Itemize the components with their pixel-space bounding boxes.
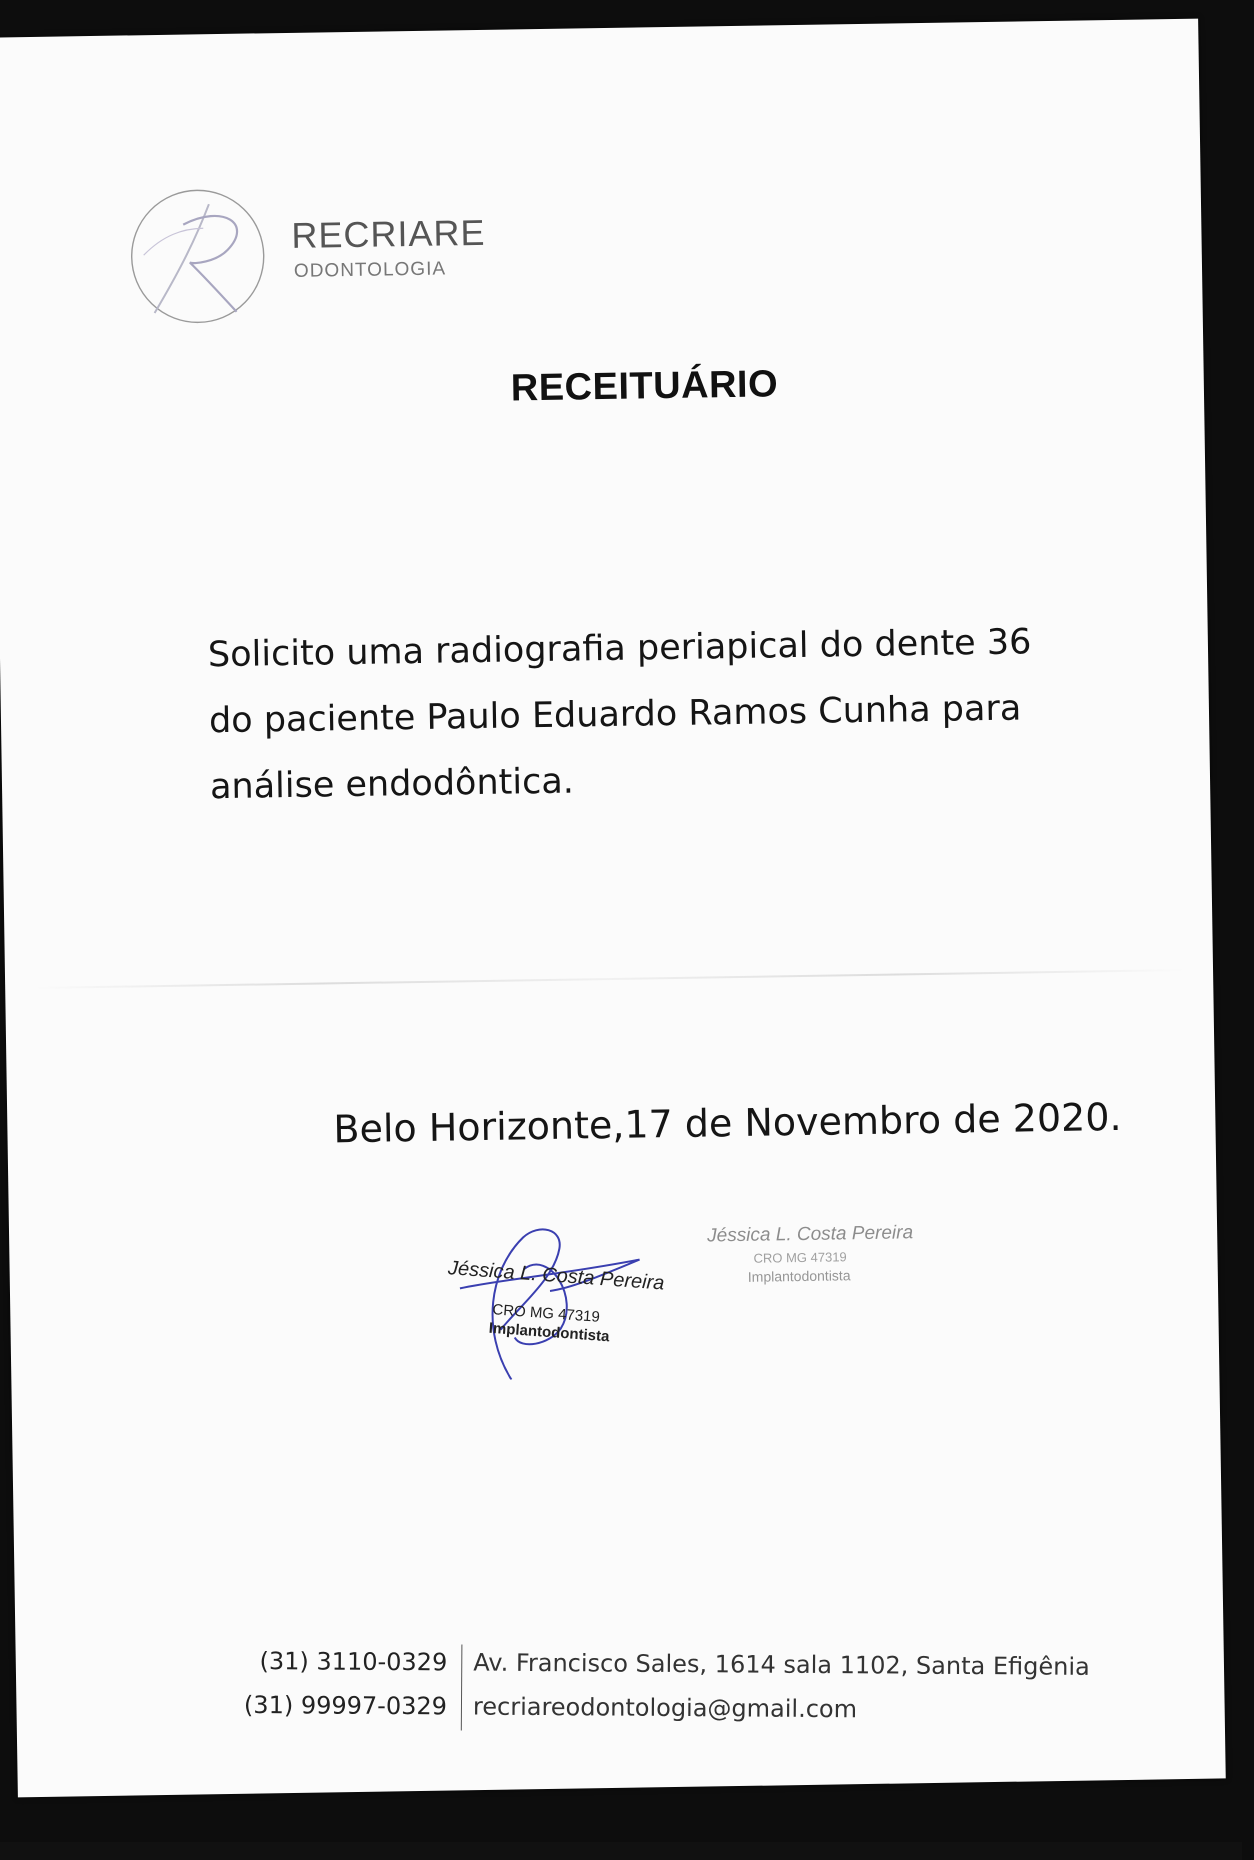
prescription-body <box>207 608 1110 820</box>
faded-stamp-role: Implantodontista <box>747 1267 851 1285</box>
email: recriareodontologia@gmail.com <box>472 1692 858 1724</box>
fold-line <box>35 969 1185 989</box>
signature-cro: CRO MG 47319 <box>491 1301 601 1326</box>
brand-name: RECRIARE <box>291 211 486 256</box>
phone-1: (31) 3110-0329 <box>259 1647 448 1677</box>
faded-stamp-cro: CRO MG 47319 <box>753 1249 847 1266</box>
phone-list <box>237 1639 448 1728</box>
prescription-sheet <box>0 19 1226 1798</box>
phone-2: (31) 99997-0329 <box>243 1690 448 1721</box>
signature-role: Implantodontista <box>488 1319 610 1346</box>
clinic-logo <box>123 179 545 336</box>
contact-details <box>473 1641 1090 1733</box>
footer-divider <box>461 1644 463 1730</box>
signature-name: Jéssica L. Costa Pereira <box>447 1257 666 1295</box>
logo-emblem-icon <box>123 183 285 335</box>
body-line-3: análise endodôntica. <box>209 761 575 808</box>
document-title: RECEITUÁRIO <box>510 363 779 410</box>
faded-stamp <box>699 1218 940 1302</box>
address: Av. Francisco Sales, 1614 sala 1102, Santa Efigênia <box>473 1648 1090 1681</box>
footer-contact <box>237 1639 1158 1745</box>
body-line-1: Solicito uma radiografia periapical do dente 36 <box>207 622 1032 676</box>
body-line-2: do paciente Paulo Eduardo Ramos Cunha para <box>208 688 1022 742</box>
date-line: Belo Horizonte,17 de Novembro de 2020. <box>333 1094 1122 1152</box>
faded-stamp-name: Jéssica L. Costa Pereira <box>706 1222 914 1247</box>
signature-stamp <box>439 1207 702 1381</box>
brand-subtitle: ODONTOLOGIA <box>293 258 447 282</box>
scan-edge <box>1242 1140 1254 1860</box>
